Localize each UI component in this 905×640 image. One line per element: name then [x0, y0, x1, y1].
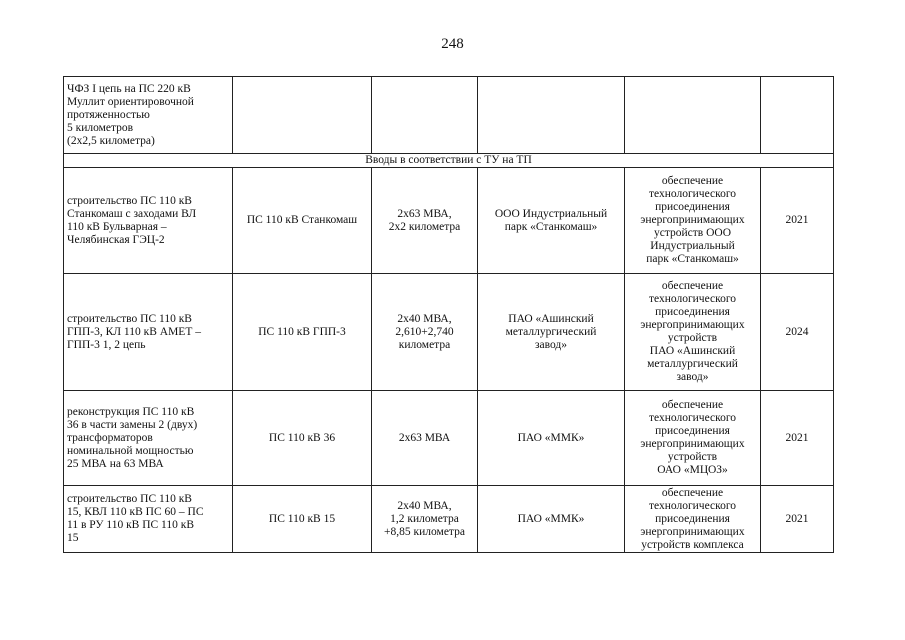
text-line: технологического [648, 188, 737, 200]
cell-year: 2021 [761, 168, 834, 274]
cell-organization [478, 391, 625, 486]
cell-capacity [372, 486, 478, 553]
cell-purpose [625, 274, 761, 391]
table-row [64, 168, 834, 274]
text-line: 5 километров [67, 121, 134, 134]
cell-substation [233, 274, 372, 391]
text-line: 2x2 километра [388, 220, 461, 233]
text-line: Челябинская ГЭЦ-2 [67, 233, 165, 246]
cell-year: 2021 [761, 391, 834, 486]
cell-purpose [625, 168, 761, 274]
table-row [64, 274, 834, 391]
text-line: энергопринимающих [640, 525, 745, 538]
text-line: энергопринимающих [640, 214, 745, 226]
text-line: металлургический [647, 358, 738, 370]
text-line: строительство ПС 110 кВ [67, 312, 192, 325]
text-line: строительство ПС 110 кВ [67, 194, 192, 207]
cell-organization [478, 274, 625, 391]
text-line: ПАО «ММК» [517, 431, 585, 444]
text-line: километра [398, 338, 451, 351]
text-line: технологического [648, 499, 737, 512]
text-line: устройств [667, 332, 718, 344]
text-line: Муллит ориентировочной [67, 95, 194, 108]
text-line: присоединения [655, 201, 730, 213]
text-line: парк «Станкомаш» [504, 220, 598, 233]
text-line: присоединения [655, 512, 730, 525]
text-line: ПАО «ММК» [517, 512, 585, 525]
text-line: завод» [676, 371, 709, 383]
section-title: Вводы в соответствии с ТУ на ТП [64, 154, 834, 168]
cell-description [64, 274, 233, 391]
text-line: Станкомаш с заходами ВЛ [67, 207, 197, 220]
text-line: ГПП-3 1, 2 цепь [67, 338, 146, 351]
text-line: технологического [648, 293, 737, 305]
text-line: ПАО «Ашинский [649, 345, 736, 357]
cell-substation [233, 168, 372, 274]
cell-empty [625, 77, 761, 154]
cell-purpose [625, 486, 761, 553]
text-line: энергопринимающих [640, 319, 745, 331]
cell-empty [478, 77, 625, 154]
text-line: Индустриальный [650, 240, 735, 252]
text-line: обеспечение [661, 486, 724, 499]
cell-empty [372, 77, 478, 154]
text-line: 110 кВ Бульварная – [67, 220, 167, 233]
text-line: 15 [67, 532, 79, 544]
cell-capacity [372, 274, 478, 391]
text-line: металлургический [505, 325, 597, 338]
cell-capacity [372, 391, 478, 486]
text-line: 25 МВА на 63 МВА [67, 457, 164, 470]
text-line: 2x40 МВА, [397, 312, 452, 325]
table-row-continuation [64, 77, 834, 154]
document-table [63, 76, 834, 553]
text-line: 15, КВЛ 110 кВ ПС 60 – ПС [67, 506, 204, 518]
text-line: 2x40 МВА, [397, 499, 452, 512]
text-line: (2x2,5 километра) [67, 134, 155, 147]
cell-description [64, 168, 233, 274]
cell-capacity [372, 168, 478, 274]
text-line: устройств ООО [653, 227, 732, 239]
text-line: строительство ПС 110 кВ [67, 493, 192, 505]
text-line: 11 в РУ 110 кВ ПС 110 кВ [67, 519, 195, 531]
cell-organization [478, 168, 625, 274]
text-line: номинальной мощностью [67, 444, 194, 457]
text-line: ЧФЗ I цепь на ПС 220 кВ [67, 82, 191, 95]
text-line: 1,2 километра [390, 512, 459, 525]
page-number: 248 [441, 36, 464, 52]
text-line: энергопринимающих [640, 438, 745, 450]
text-line: обеспечение [661, 175, 724, 187]
cell-description [64, 77, 233, 154]
text-line: технологического [648, 412, 737, 424]
table-row [64, 486, 834, 553]
text-line: присоединения [655, 425, 730, 437]
text-line: завод» [534, 338, 568, 351]
text-line: обеспечение [661, 399, 724, 411]
text-line: ОАО «МЦОЗ» [657, 464, 728, 476]
text-line: 36 в части замены 2 (двух) [67, 418, 198, 431]
text-line: ПС 110 кВ 15 [268, 512, 336, 525]
cell-description [64, 391, 233, 486]
cell-year: 2021 [761, 486, 834, 553]
text-line: устройств [667, 451, 718, 463]
table-row [64, 391, 834, 486]
text-line: реконструкция ПС 110 кВ [67, 405, 195, 418]
section-header-row [64, 154, 834, 168]
text-line: присоединения [655, 306, 730, 318]
text-line: обеспечение [661, 280, 724, 292]
cell-purpose [625, 391, 761, 486]
text-line: ПС 110 кВ 36 [268, 431, 336, 444]
text-line: протяженностью [67, 108, 150, 121]
text-line: +8,85 километра [384, 525, 465, 538]
cell-empty [761, 77, 834, 154]
cell-description [64, 486, 233, 553]
cell-year: 2024 [761, 274, 834, 391]
cell-organization [478, 486, 625, 553]
text-line: ПС 110 кВ ГПП-3 [258, 325, 346, 338]
text-line: парк «Станкомаш» [646, 253, 739, 265]
text-line: трансформаторов [67, 431, 153, 444]
text-line: 2x63 МВА, [397, 207, 452, 220]
text-line: ООО Индустриальный [494, 207, 608, 220]
text-line: ПАО «Ашинский [508, 312, 594, 325]
cell-empty [233, 77, 372, 154]
text-line: 2,610+2,740 [395, 325, 454, 338]
cell-substation [233, 486, 372, 553]
cell-substation [233, 391, 372, 486]
text-line: 2x63 МВА [398, 431, 451, 444]
text-line: устройств комплекса [641, 538, 744, 551]
text-line: ГПП-3, КЛ 110 кВ АМЕТ – [67, 325, 201, 338]
text-line: ПС 110 кВ Станкомаш [246, 214, 358, 226]
